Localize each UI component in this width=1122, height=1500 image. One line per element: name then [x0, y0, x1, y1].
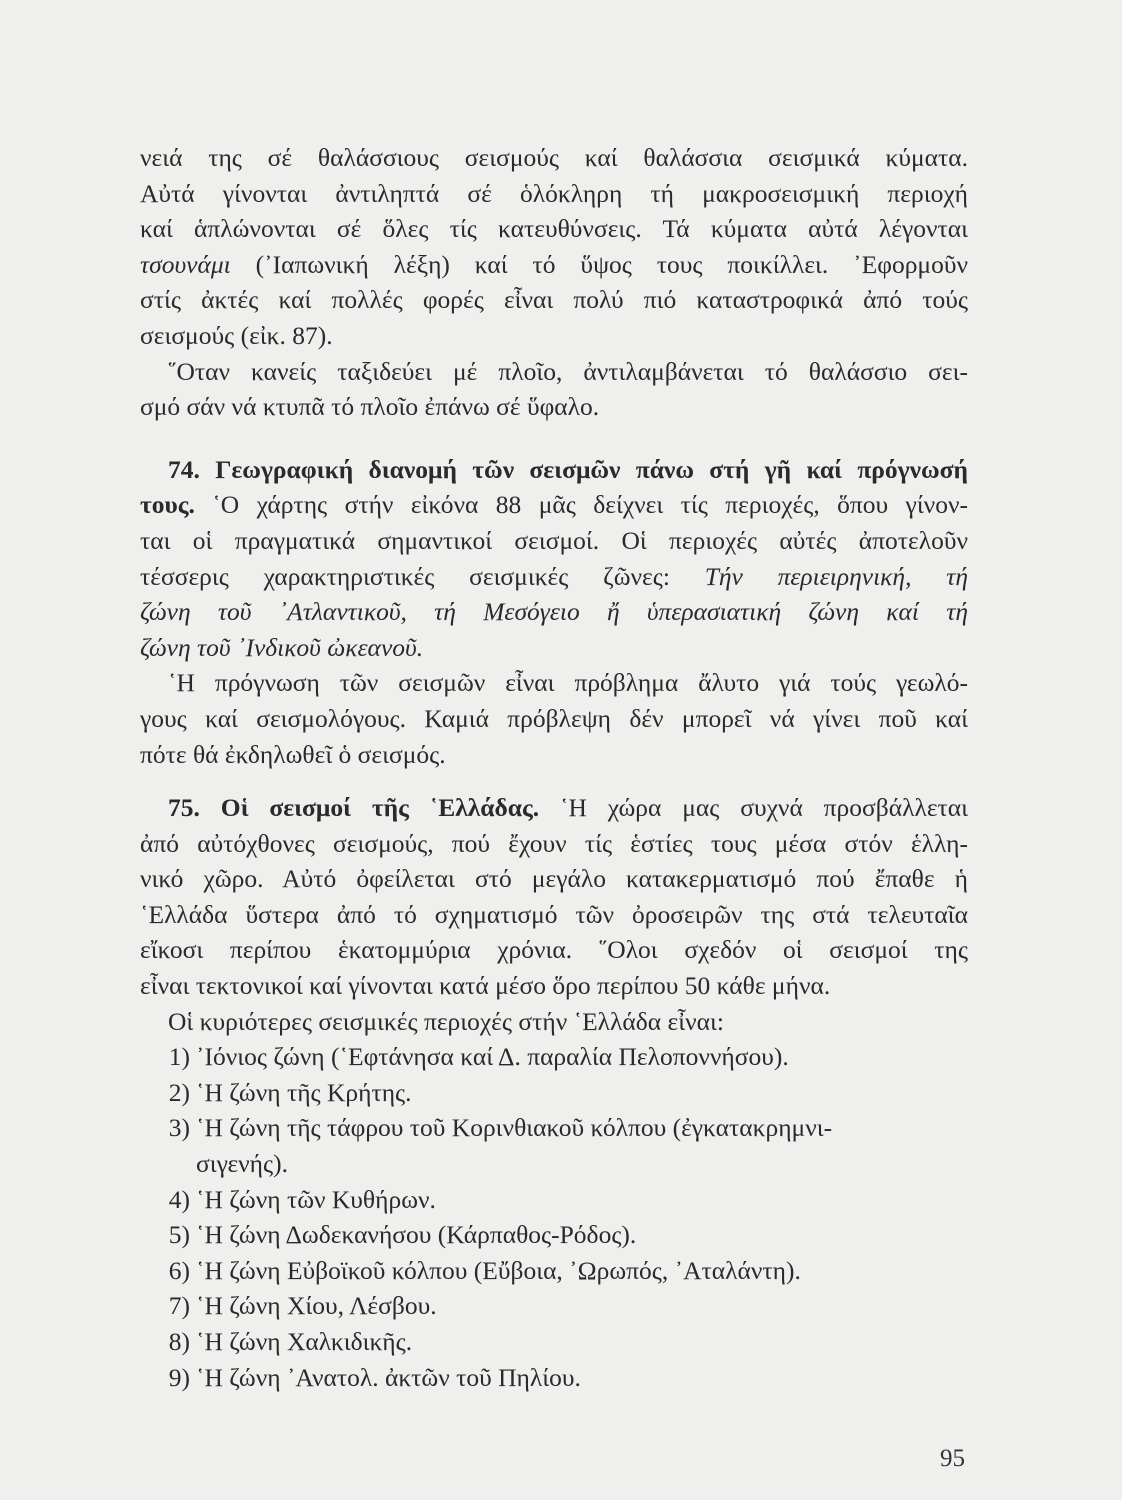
text-line: Αὐτά γίνονται ἀντιληπτά σέ ὁλόκληρη τή μακροσεισμική περιοχή [140, 178, 968, 208]
list-item-continuation: σιγενής). [196, 1149, 288, 1179]
list-item [140, 1324, 968, 1360]
list-number: 8) [168, 1327, 190, 1356]
list-number: 3) [168, 1113, 190, 1143]
italic-term: τσουνάμι [140, 249, 231, 279]
list-text: ῾Η ζώνη τῆς τάφρου τοῦ Κορινθιακοῦ κόλπου (ἐγκατακρημνι- [196, 1113, 833, 1143]
italic-text: Τήν περιειρηνική, τή [704, 561, 968, 591]
text-line: καί ἁπλώνονται σέ ὅλες τίς κατευθύνσεις. Τά κύματα αὐτά λέγονται [140, 214, 968, 244]
list-number: 1) [168, 1042, 190, 1072]
text-line: σεισμούς (εἰκ. 87). [140, 320, 333, 350]
paragraph-ship [140, 354, 968, 425]
text-line [140, 559, 968, 595]
list-item [140, 1110, 968, 1146]
text: ῾Η χώρα μας συχνά προσβάλλεται [559, 793, 968, 823]
text-line: στίς ἀκτές καί πολλές φορές εἶναι πολύ πιό καταστροφικά ἀπό τούς [140, 285, 968, 315]
page-number: 95 [940, 1445, 965, 1472]
text-line: ῞Οταν κανείς ταξιδεύει μέ πλοῖο, ἀντιλαμβάνεται τό θαλάσσιο σει- [168, 356, 968, 386]
list-item [140, 1288, 968, 1324]
text-line: ζώνη τοῦ ᾿Ατλαντικοῦ, τή Μεσόγειο ἤ ὑπερασιατική ζώνη καί τή [140, 597, 968, 627]
text-line [140, 790, 968, 826]
text-line: νειά της σέ θαλάσσιους σεισμούς καί θαλάσσια σεισμικά κύματα. [140, 143, 968, 172]
text: (᾿Ιαπωνική λέξη) καί τό ὕψος τους ποικίλλει. ᾿Εφορμοῦν [255, 249, 968, 279]
text-line [140, 487, 968, 523]
text: ῾Ο χάρτης στήν εἰκόνα 88 μᾶς δείχνει τίς περιοχές, ὅπου γίνον- [212, 490, 968, 520]
text-line: σμό σάν νά κτυπᾶ τό πλοῖο ἐπάνω σέ ὕφαλο. [140, 392, 600, 422]
text-line: ῾Η πρόγνωση τῶν σεισμῶν εἶναι πρόβλημα ἄλυτο γιά τούς γεωλό- [168, 668, 968, 698]
section-heading: 74. Γεωγραφική διανομή τῶν σεισμῶν πάνω στή γῆ καί πρόγνωσή [168, 454, 968, 484]
list-number: 4) [168, 1184, 190, 1214]
text-line: ῾Ελλάδα ὕστερα ἀπό τό σχηματισμό τῶν ὀροσειρῶν της στά τελευταῖα [140, 899, 968, 929]
list-item [140, 1360, 968, 1396]
list-number: 5) [168, 1220, 190, 1250]
section-heading-end: τους. [140, 490, 195, 520]
section-75 [140, 790, 968, 1395]
text-line: ἀπό αὐτόχθονες σεισμούς, πού ἔχουν τίς ἑστίες τους μέσα στόν ἑλλη- [140, 828, 968, 858]
list-text: ῾Η ζώνη Εὐβοϊκοῦ κόλπου (Εὔβοια, ᾿Ωρωπός, ᾿Αταλάντη). [196, 1255, 801, 1285]
list-text: ᾿Ιόνιος ζώνη (῾Εφτάνησα καί Δ. παραλία Πελοποννήσου). [196, 1042, 789, 1072]
list-number: 2) [168, 1077, 190, 1107]
text-line: εἶναι τεκτονικοί καί γίνονται κατά μέσο ὅρο περίπου 50 κάθε μήνα. [140, 971, 831, 1001]
list-text: ῾Η ζώνη Χίου, Λέσβου. [196, 1291, 437, 1321]
section-74 [140, 452, 968, 772]
list-number: 9) [168, 1362, 190, 1392]
list-item [140, 1253, 968, 1289]
list-number: 7) [168, 1291, 190, 1321]
list-item [140, 1182, 968, 1218]
paragraph-tsunami [140, 140, 968, 354]
list-number: 6) [168, 1255, 190, 1285]
list-item [140, 1217, 968, 1253]
section-heading: 75. Οἱ σεισμοί τῆς ῾Ελλάδας. [168, 793, 540, 823]
list-item [140, 1039, 968, 1075]
seismic-zones-list [140, 1039, 968, 1395]
text-line [140, 247, 968, 283]
list-text: ῾Η ζώνη τῶν Κυθήρων. [196, 1184, 436, 1214]
text-line: ζώνη τοῦ ᾿Ινδικοῦ ὠκεανοῦ. [140, 632, 424, 662]
text-line: ται οἱ πραγματικά σημαντικοί σεισμοί. Οἱ περιοχές αὐτές ἀποτελοῦν [140, 525, 968, 555]
list-intro: Οἱ κυριότερες σεισμικές περιοχές στήν ῾Ελλάδα εἶναι: [168, 1006, 724, 1036]
list-item [140, 1075, 968, 1111]
text-line: πότε θά ἐκδηλωθεῖ ὁ σεισμός. [140, 739, 446, 769]
list-text: ῾Η ζώνη Δωδεκανήσου (Κάρπαθος-Ρόδος). [196, 1220, 637, 1250]
list-text: ῾Η ζώνη ᾿Ανατολ. ἀκτῶν τοῦ Πηλίου. [196, 1362, 581, 1392]
list-text: ῾Η ζώνη τῆς Κρήτης. [196, 1077, 412, 1107]
text-line: γους καί σεισμολόγους. Καμιά πρόβλεψη δέν μπορεῖ νά γίνει ποῦ καί [140, 703, 968, 733]
text: τέσσερις χαρακτηριστικές σεισμικές ζῶνες: [140, 561, 670, 591]
page-body [140, 140, 968, 1395]
list-text: ῾Η ζώνη Χαλκιδικῆς. [196, 1327, 413, 1356]
text-line: εἴκοσι περίπου ἑκατομμύρια χρόνια. ῞Ολοι σχεδόν οἱ σεισμοί της [140, 935, 968, 965]
text-line: νικό χῶρο. Αὐτό ὀφείλεται στό μεγάλο κατακερματισμό πού ἔπαθε ἡ [140, 864, 968, 894]
